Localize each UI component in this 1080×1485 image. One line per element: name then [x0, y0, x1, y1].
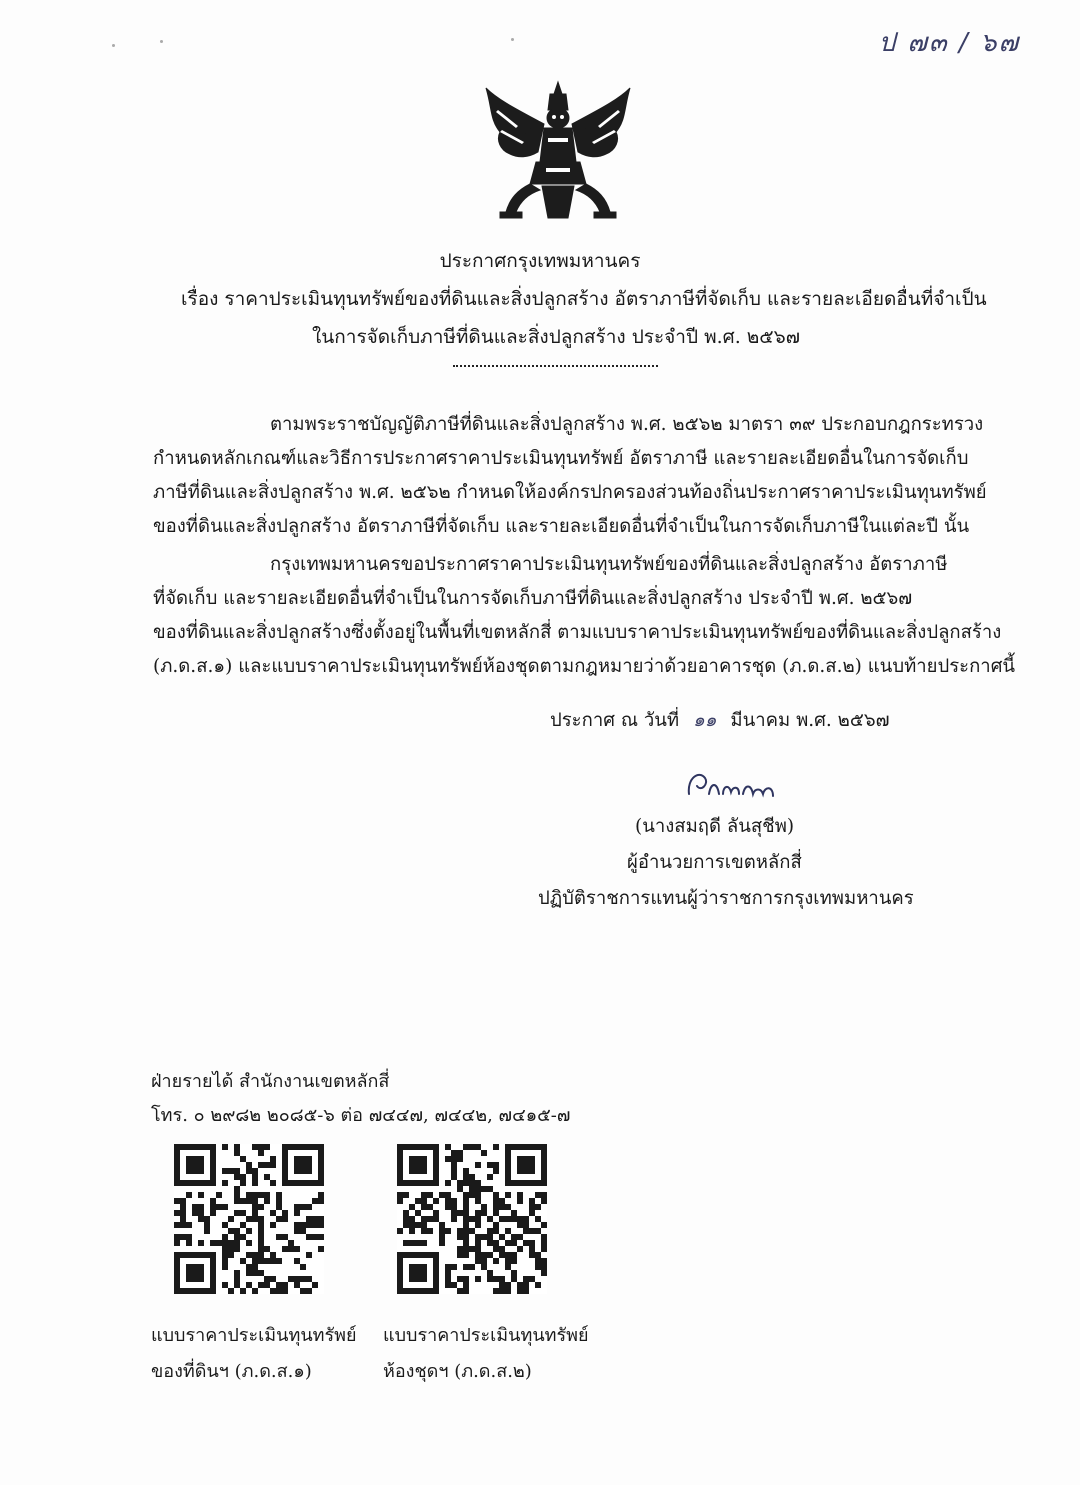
- qr-caption-1-line-2: ของที่ดินฯ (ภ.ด.ส.๑): [151, 1361, 312, 1382]
- signatory-name: (นางสมฤดี ลันสุชีพ): [635, 816, 795, 837]
- qr-code-icon[interactable]: [397, 1144, 547, 1294]
- garuda-emblem-icon: [478, 80, 638, 225]
- qr-caption-2-line-2: ห้องชุดฯ (ภ.ด.ส.๒): [383, 1361, 532, 1382]
- paragraph-2-line-3: ของที่ดินและสิ่งปลูกสร้างซึ่งตั้งอยู่ในพื้นที่เขตหลักสี่ ตามแบบราคาประเมินทุนทรัพย์ของที่ดินและสิ่งปลูกสร้าง: [153, 622, 1002, 643]
- announcement-date: [550, 704, 890, 738]
- paragraph-1-line-4: ของที่ดินและสิ่งปลูกสร้าง อัตราภาษีที่จัดเก็บ และรายละเอียดอื่นที่จำเป็นในการจัดเก็บภาษีในแต่ละปี นั้น: [153, 516, 970, 537]
- office-name: ฝ่ายรายได้ สำนักงานเขตหลักสี่: [151, 1071, 390, 1092]
- paragraph-1-line-2: กำหนดหลักเกณฑ์และวิธีการประกาศราคาประเมินทุนทรัพย์ อัตราภาษี และรายละเอียดอื่นในการจัดเก็บ: [153, 448, 969, 469]
- paragraph-1-line-1: ตามพระราชบัญญัติภาษีที่ดินและสิ่งปลูกสร้าง พ.ศ. ๒๕๖๒ มาตรา ๓๙ ประกอบกฎกระทรวง: [270, 414, 984, 435]
- subject-line-2: ในการจัดเก็บภาษีที่ดินและสิ่งปลูกสร้าง ประจำปี พ.ศ. ๒๕๖๗: [312, 326, 801, 348]
- scan-speck: [160, 40, 163, 43]
- date-day: ๑๑: [693, 710, 717, 731]
- subject-line-1: เรื่อง ราคาประเมินทุนทรัพย์ของที่ดินและสิ่งปลูกสร้าง อัตราภาษีที่จัดเก็บ และรายละเอียดอื่นที่จำเป็น: [181, 288, 987, 310]
- paragraph-2-line-1: กรุงเทพมหานครขอประกาศราคาประเมินทุนทรัพย์ของที่ดินและสิ่งปลูกสร้าง อัตราภาษี: [270, 554, 948, 575]
- signatory-position-2: ปฏิบัติราชการแทนผู้ว่าราชการกรุงเทพมหานคร: [538, 888, 914, 909]
- qr-code-graphic: [174, 1144, 324, 1294]
- handwritten-reference-note: ป ๗๓ / ๖๗: [878, 28, 1020, 58]
- qr-caption-2-line-1: แบบราคาประเมินทุนทรัพย์: [383, 1325, 589, 1346]
- paragraph-2-line-2: ที่จัดเก็บ และรายละเอียดอื่นที่จำเป็นในการจัดเก็บภาษีที่ดินและสิ่งปลูกสร้าง ประจำปี พ.ศ. ๒๕๖๗: [153, 588, 913, 609]
- date-prefix: ประกาศ ณ วันที่: [550, 710, 680, 731]
- office-phone: โทร. ๐ ๒๙๘๒ ๒๐๘๕-๖ ต่อ ๗๔๔๗, ๗๔๔๒, ๗๔๑๕-๗: [151, 1105, 571, 1126]
- date-month-year: มีนาคม พ.ศ. ๒๕๖๗: [730, 710, 890, 731]
- paragraph-1-line-3: ภาษีที่ดินและสิ่งปลูกสร้าง พ.ศ. ๒๕๖๒ กำหนดให้องค์กรปกครองส่วนท้องถิ่นประกาศราคาประเมินทุนทรัพย์: [153, 482, 987, 503]
- handwritten-signature: [683, 764, 783, 804]
- signatory-position-1: ผู้อำนวยการเขตหลักสี่: [627, 852, 802, 873]
- qr-code-graphic: [397, 1144, 547, 1294]
- scan-speck: [511, 38, 514, 41]
- qr-caption-1-line-1: แบบราคาประเมินทุนทรัพย์: [151, 1325, 357, 1346]
- dotted-divider: [453, 365, 658, 367]
- announcement-title: ประกาศกรุงเทพมหานคร: [439, 250, 641, 272]
- scan-speck: [112, 44, 115, 47]
- paragraph-2-line-4: (ภ.ด.ส.๑) และแบบราคาประเมินทุนทรัพย์ห้องชุดตามกฎหมายว่าด้วยอาคารชุด (ภ.ด.ส.๒) แนบท้ายประกาศนี้: [153, 656, 1016, 677]
- qr-code-icon[interactable]: [174, 1144, 324, 1294]
